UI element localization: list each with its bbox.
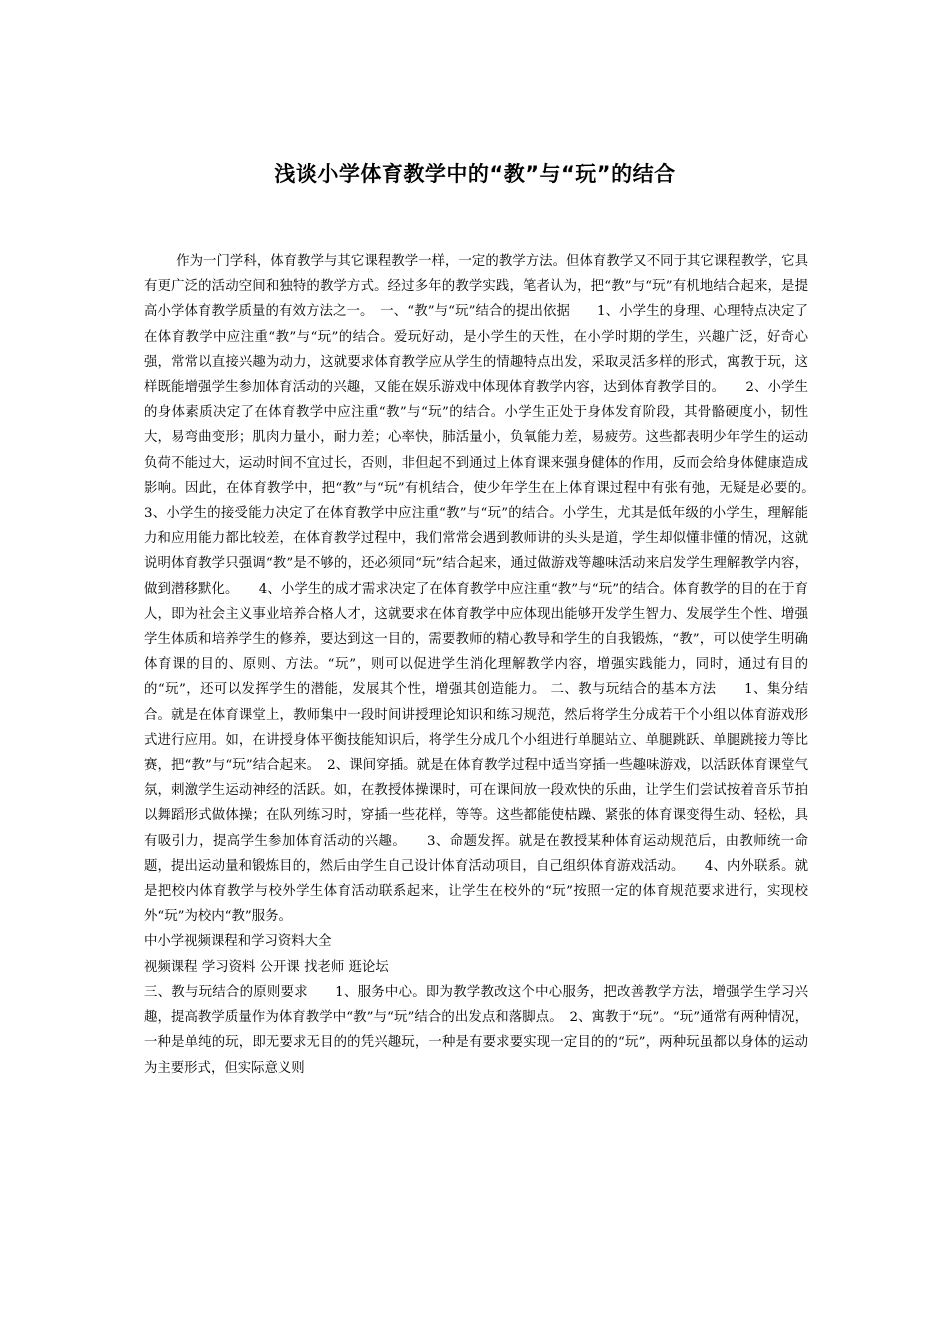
document-title: 浅谈小学体育教学中的“教”与“玩”的结合 xyxy=(274,162,676,186)
resource-links: 视频课程 学习资料 公开课 找老师 逛论坛 xyxy=(144,959,389,975)
document-body xyxy=(144,249,835,1081)
resource-heading: 中小学视频课程和学习资料大全 xyxy=(144,934,332,950)
body-paragraph: 三、教与玩结合的原则要求 1、服务中心。即为教学教改这个中心服务，把改善教学方法，增强学生学习兴趣，提高教学质量作为体育教学中“教”与“玩”结合的出发点和落脚点。 2、寓教于“玩”。“玩”通常有两种情况，一种是单纯的玩，即无要求无目的的凭兴趣玩，一种是有要求要实现一定目的的“玩”，两种玩虽都以身体的运动 为主要形式，但实际意义则 xyxy=(144,984,808,1076)
body-paragraph: 作为一门学科，体育教学与其它课程教学一样，一定的教学方法。但体育教学又不同于其它课程教学，它具有更广泛的活动空间和独特的教学方式。经过多年的教学实践，笔者认为，把“教”与“玩”有机地结合起来，是提高小学体育教学质量的有效方法之一。 一、“教”与“玩”结合的提出依据 1、小学生的身理、心理特点决定了在体育教学中应注重“教”与“玩”的结合。爱玩好动，是小学生的天性，在小学时期的学生，兴趣广泛，好奇心强，常常以直接兴趣为动力，这就要求体育教学应从学生的情趣特点出发，采取灵活多样的形式，寓教于玩，这样既能增强学生参加体育活动的兴趣，又能在娱乐游戏中体现体育教学内容，达到体育教学目的。 2、小学生的身体素质决定了在体育教学中应注重“教”与“玩”的结合。小学生正处于身体发育阶段，其骨骼硬度小，韧性大，易弯曲变形；肌肉力量小，耐力差；心率快，肺活量小，负氧能力差，易疲劳。这些都表明少年学生的运动负荷不能过大，运动时间不宜过长，否则，非但起不到通过上体育课来强身健体的作用，反而会给身体健康造成影响。因此，在体育教学中，把“教”与“玩”有机结合，使少年学生在上体育课过程中有张有弛，无疑是必要的。 3、小学生的接受能力决定了在体育教学中应注重“教”与“玩”的结合。小学生，尤其是低年级的小学生，理解能力和应用能力都比较差，在体育教学过程中，我们常常会遇到教师讲的头头是道，学生却似懂非懂的情况，这就说明体育教学只强调“教”是不够的，还必须同“玩”结合起来，通过做游戏等趣味活动来启发学生理解教学内容，做到潜移默化。 4、小学生的成才需求决定了在体育教学中应注重“教”与“玩”的结合。体育教学的目的在于育人，即为社会主义事业培养合格人才，这就要求在体育教学中应体现出能够开发学生智力、发展学生个性、增强学生体质和培养学生的修养，要达到这一目的，需要教师的精心教导和学生的自我锻炼，“教”，可以使学生明确体育课的目的、原则、方法。“玩”，则可以促进学生消化理解教学内容，增强实践能力，同时，通过有目的的“玩”，还可以发挥学生的潜能，发展其个性，增强其创造能力。 二、教与玩结合的基本方法 1、集分结合。就是在体育课堂上，教师集中一段时间讲授理论知识和练习规范，然后将学生分成若干个小组以体育游戏形式进行应用。如，在讲授身体平衡技能知识后，将学生分成几个小组进行单腿站立、单腿跳跃、单腿跳接力等比赛，把“教”与“玩”结合起来。 2、课间穿插。就是在体育教学过程中适当穿插一些趣味游戏，以活跃体育课堂气氛，刺激学生运动神经的活跃。如，在教授体操课时，可在课间放一段欢快的乐曲，让学生们尝试按着音乐节拍以舞蹈形式做体操；在队列练习时，穿插一些花样，等等。这些都能使枯躁、紧张的体育课变得生动、轻松，具有吸引力，提高学生参加体育活动的兴趣。 3、命题发挥。就是在教授某种体育运动规范后，由教师统一命题，提出运动量和锻炼目的，然后由学生自己设计体育活动项目，自己组织体育游戏活动。 4、内外联系。就是把校内体育教学与校外学生体育活动联系起来，让学生在校外的“玩”按照一定的体育规范要求进行，实现校外“玩”为校内“教”服务。 xyxy=(144,254,835,925)
